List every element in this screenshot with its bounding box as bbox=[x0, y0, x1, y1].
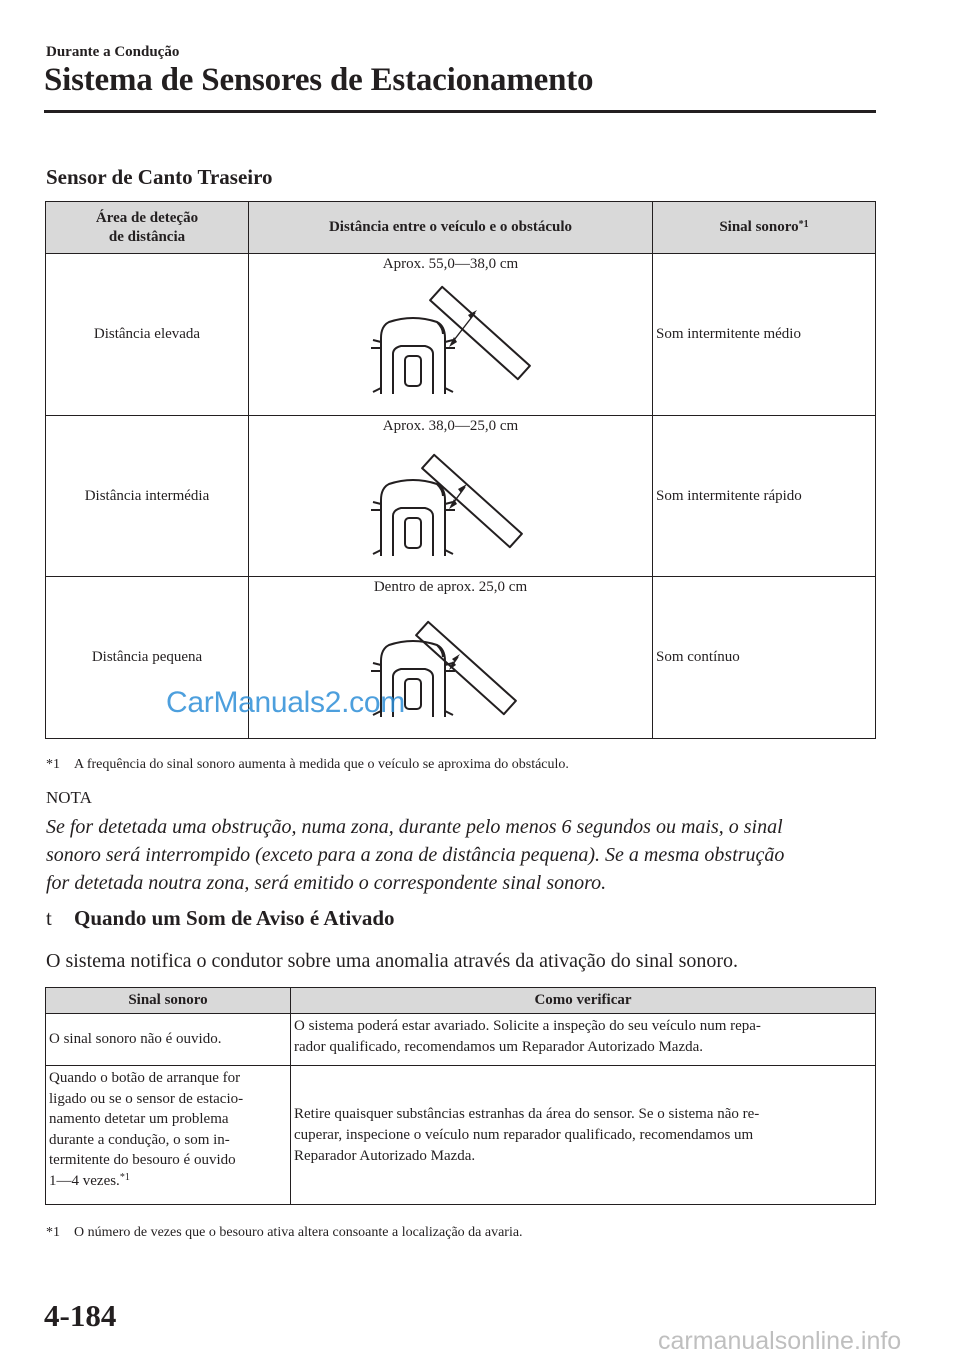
warning-heading-text: Quando um Som de Aviso é Ativado bbox=[74, 906, 395, 930]
sound-line-text: 1—4 vezes. bbox=[49, 1172, 120, 1189]
check-line: cuperar, inspecione o veículo num reparador qualificado, recomendamos um bbox=[294, 1126, 754, 1143]
range-cell bbox=[249, 254, 653, 416]
nota-line: sonoro será interrompido (exceto para a zona de distância pequena). Se a mesma obstrução bbox=[46, 844, 785, 866]
chapter-title: Sistema de Sensores de Estacionamento bbox=[44, 62, 594, 98]
signal-cell: Som intermitente médio bbox=[653, 254, 876, 416]
footnote-text: A frequência do sinal sonoro aumenta à medida que o veículo se aproxima do obstáculo. bbox=[74, 757, 569, 772]
warning-intro: O sistema notifica o condutor sobre uma anomalia através da ativação do sinal sonoro. bbox=[46, 950, 739, 972]
header-distance: Distância entre o veículo e o obstáculo bbox=[249, 202, 653, 254]
range-label: Aprox. 38,0—25,0 cm bbox=[382, 418, 519, 434]
check-line: O sistema poderá estar avariado. Solicite a inspeção do seu veículo num repa- bbox=[294, 1018, 761, 1034]
footnote-ref: *1 bbox=[798, 219, 809, 230]
header-signal-label: Sinal sonoro bbox=[719, 219, 799, 235]
page-number: 4-184 bbox=[44, 1298, 117, 1333]
range-label: Aprox. 55,0—38,0 cm bbox=[382, 256, 519, 272]
check-cell bbox=[291, 1066, 876, 1205]
header-area bbox=[46, 202, 249, 254]
check-line: rador qualificado, recomendamos um Reparador Autorizado Mazda. bbox=[294, 1039, 704, 1055]
table2-footnote bbox=[46, 1225, 523, 1241]
footnote-mark: *1 bbox=[46, 757, 60, 772]
check-line: Reparador Autorizado Mazda. bbox=[294, 1147, 476, 1164]
section-label: Durante a Condução bbox=[46, 44, 180, 60]
warning-table bbox=[45, 987, 876, 1205]
table-row bbox=[46, 254, 876, 416]
car-corner-diagram bbox=[351, 438, 551, 568]
nota-line: Se for detetada uma obstrução, numa zona, durante pelo menos 6 segundos ou mais, o sinal bbox=[46, 816, 783, 838]
nota-text bbox=[46, 813, 876, 897]
area-cell: Distância elevada bbox=[46, 254, 249, 416]
footnote-ref: *1 bbox=[119, 1171, 130, 1183]
title-divider bbox=[44, 110, 876, 113]
footnote-mark: *1 bbox=[46, 1225, 60, 1240]
table-header-row bbox=[46, 988, 876, 1014]
sound-line: termitente do besouro é ouvido bbox=[49, 1152, 236, 1168]
header-area-line2: de distância bbox=[108, 228, 186, 245]
table-row bbox=[46, 1066, 876, 1205]
header-sound: Sinal sonoro bbox=[46, 988, 291, 1014]
check-line: Retire quaisquer substâncias estranhas da área do sensor. Se o sistema não re- bbox=[294, 1105, 760, 1122]
table-row bbox=[46, 416, 876, 577]
watermark-footer: carmanualsonline.info bbox=[658, 1327, 902, 1355]
range-label: Dentro de aprox. 25,0 cm bbox=[373, 579, 528, 595]
header-signal bbox=[653, 202, 876, 254]
header-area-line1: Área de deteção bbox=[95, 209, 199, 226]
table1-footnote bbox=[46, 757, 569, 773]
footnote-text: O número de vezes que o besouro ativa altera consoante a localização da avaria. bbox=[74, 1225, 523, 1240]
sound-line: ligado ou se o sensor de estacio- bbox=[49, 1090, 244, 1107]
check-cell bbox=[291, 1014, 876, 1066]
signal-cell: Som contínuo bbox=[653, 577, 876, 739]
signal-cell: Som intermitente rápido bbox=[653, 416, 876, 577]
bullet-marker: t bbox=[46, 906, 52, 930]
table-header-row bbox=[46, 202, 876, 254]
watermark-logo: CarManuals2.com bbox=[166, 686, 405, 719]
range-cell bbox=[249, 416, 653, 577]
sound-line: Quando o botão de arranque for bbox=[49, 1070, 241, 1086]
sound-line: durante a condução, o som in- bbox=[49, 1131, 230, 1148]
detection-table bbox=[45, 201, 876, 739]
warning-heading bbox=[46, 906, 395, 931]
car-corner-diagram bbox=[351, 276, 551, 406]
nota-label: NOTA bbox=[46, 788, 92, 807]
sound-cell: O sinal sonoro não é ouvido. bbox=[46, 1014, 291, 1066]
area-cell: Distância pequena bbox=[46, 577, 249, 739]
sub-heading: Sensor de Canto Traseiro bbox=[46, 165, 273, 189]
table-row bbox=[46, 1014, 876, 1066]
header-check: Como verificar bbox=[291, 988, 876, 1014]
sound-cell bbox=[46, 1066, 291, 1205]
nota-line: for detetada noutra zona, será emitido o correspondente sinal sonoro. bbox=[46, 872, 607, 894]
sound-line bbox=[49, 1171, 287, 1192]
sound-line: namento detetar um problema bbox=[49, 1111, 229, 1127]
area-cell: Distância intermédia bbox=[46, 416, 249, 577]
